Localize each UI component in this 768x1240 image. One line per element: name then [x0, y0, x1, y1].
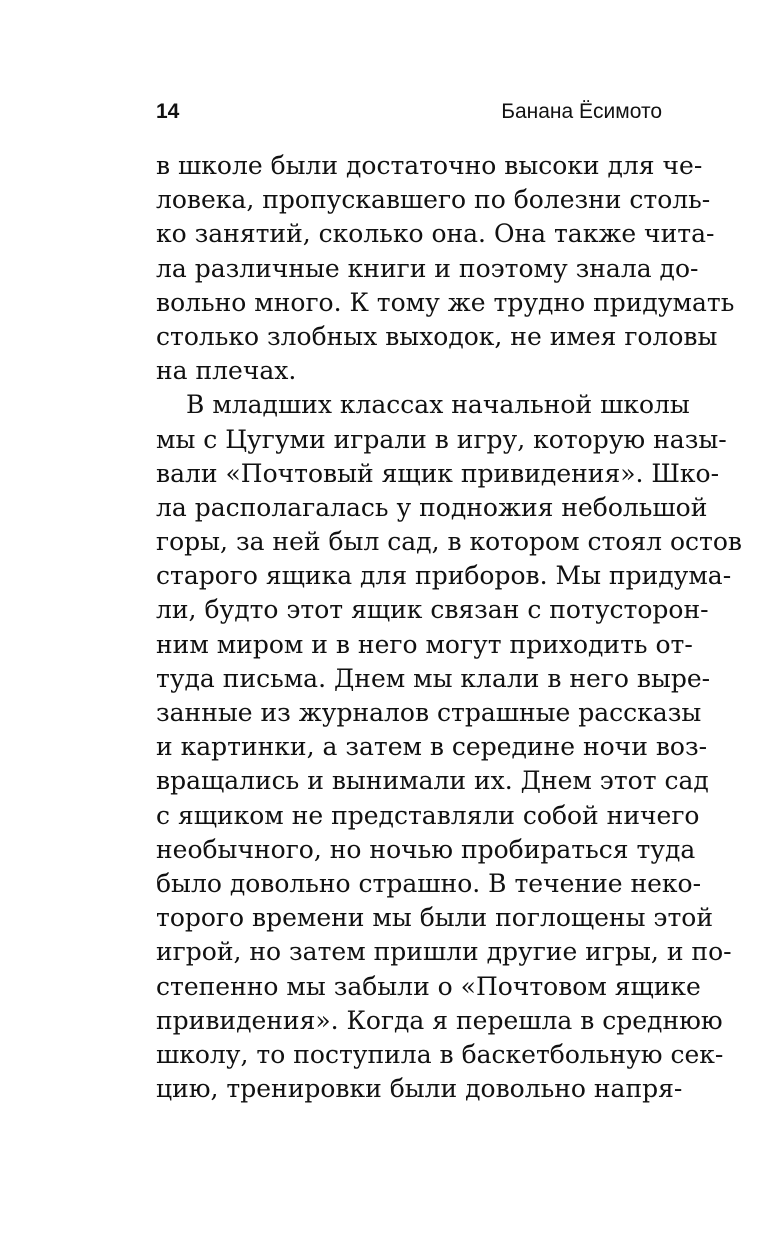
text-line: степенно мы забыли о «Почтовом ящике [156, 971, 701, 1001]
text-line: цию, тренировки были довольно напря- [156, 1074, 683, 1104]
text-line: ловека, пропускавшего по болезни столь- [156, 185, 711, 215]
text-line: ла различные книги и поэтому знала до- [156, 253, 699, 283]
text-line: игрой, но затем пришли другие игры, и по- [156, 937, 732, 967]
text-line: торого времени мы были поглощены этой [156, 903, 713, 933]
text-line: необычного, но ночью пробираться туда [156, 834, 696, 864]
text-line: вольно много. К тому же трудно придумать [156, 287, 735, 317]
text-line: ним миром и в него могут приходить от- [156, 629, 693, 659]
body-text [156, 149, 742, 1106]
text-line: было довольно страшно. В течение неко- [156, 868, 702, 898]
text-line: ла располагалась у подножия небольшой [156, 492, 708, 522]
page-number: 14 [156, 100, 180, 123]
page-header [156, 100, 662, 130]
text-line: ко занятий, сколько она. Она также чита- [156, 219, 715, 249]
text-line: вали «Почтовый ящик привидения». Шко- [156, 458, 720, 488]
text-line: занные из журналов страшные рассказы [156, 698, 702, 727]
text-line: в школе были достаточно высоки для че- [156, 151, 703, 180]
text-line: привидения». Когда я перешла в среднюю [156, 1005, 723, 1035]
text-line: ли, будто этот ящик связан с потусторон- [156, 595, 709, 625]
text-line: и картинки, а затем в середине ночи воз- [156, 732, 708, 762]
text-line: столько злобных выходок, не имея головы [156, 321, 718, 351]
text-line: горы, за ней был сад, в котором стоял остов [156, 527, 742, 557]
text-line: туда письма. Днем мы клали в него выре- [156, 663, 711, 693]
text-line: В младших классах начальной школы [186, 390, 690, 420]
text-line: вращались и вынимали их. Днем этот сад [156, 766, 709, 796]
running-title: Банана Ёсимото [501, 100, 662, 123]
text-line: мы с Цугуми играли в игру, которую назы- [156, 424, 727, 454]
text-line: старого ящика для приборов. Мы придума- [156, 561, 732, 591]
text-line: на плечах. [156, 356, 297, 386]
text-line: школу, то поступила в баскетбольную сек- [156, 1039, 724, 1069]
text-line: с ящиком не представляли собой ничего [156, 800, 700, 830]
